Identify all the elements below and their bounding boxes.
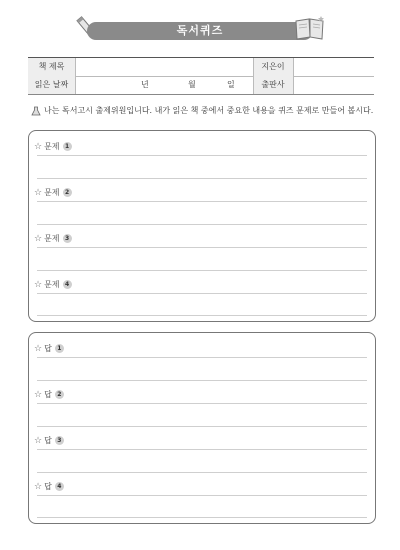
flask-icon [31, 106, 41, 116]
answer-label: 답 [44, 344, 52, 353]
writing-line[interactable] [37, 270, 367, 271]
answer-label: 답 [44, 436, 52, 445]
info-row-date [28, 76, 374, 94]
question-label: 문제 [44, 280, 60, 289]
author-label: 지은이 [253, 58, 293, 76]
writing-line[interactable] [37, 357, 367, 358]
read-date-label: 읽은 날짜 [28, 76, 75, 94]
writing-line[interactable] [37, 517, 367, 518]
answer-item [29, 337, 375, 383]
answer-label: 답 [44, 390, 52, 399]
answer-item [29, 383, 375, 429]
answer-number: 1 [55, 344, 64, 353]
divider [293, 58, 294, 94]
writing-line[interactable] [37, 293, 367, 294]
book-title-label: 책 제목 [28, 58, 75, 76]
divider [253, 58, 254, 94]
writing-line[interactable] [37, 201, 367, 202]
star-icon: ☆ [34, 234, 43, 244]
question-label: 문제 [44, 234, 60, 243]
writing-line[interactable] [37, 426, 367, 427]
question-item [29, 273, 375, 319]
star-icon: ☆ [34, 188, 43, 198]
question-number: 3 [63, 234, 72, 243]
writing-line[interactable] [37, 247, 367, 248]
star-icon: ☆ [34, 142, 43, 152]
question-item [29, 227, 375, 273]
writing-line[interactable] [37, 155, 367, 156]
star-icon: ☆ [34, 344, 43, 354]
date-day: 일 [227, 80, 235, 89]
info-row-title [28, 58, 374, 77]
answer-number: 2 [55, 390, 64, 399]
questions-box [28, 130, 376, 322]
star-icon: ☆ [34, 482, 43, 492]
answer-number: 4 [55, 482, 64, 491]
answers-box [28, 332, 376, 524]
question-number: 4 [63, 280, 72, 289]
page-title: 독서퀴즈 [176, 24, 224, 37]
publisher-label: 출판사 [253, 76, 293, 94]
writing-line[interactable] [37, 178, 367, 179]
question-number: 1 [63, 142, 72, 151]
writing-line[interactable] [37, 224, 367, 225]
question-item [29, 181, 375, 227]
question-label: 문제 [44, 142, 60, 151]
writing-line[interactable] [37, 315, 367, 316]
writing-line[interactable] [37, 449, 367, 450]
question-label: 문제 [44, 188, 60, 197]
writing-line[interactable] [37, 403, 367, 404]
date-year: 년 [141, 80, 149, 89]
star-icon: ☆ [34, 280, 43, 290]
book-icon [293, 15, 327, 41]
question-item [29, 135, 375, 181]
answer-item [29, 475, 375, 521]
writing-line[interactable] [37, 380, 367, 381]
book-info-table [28, 57, 374, 95]
star-icon: ☆ [34, 390, 43, 400]
divider [75, 58, 76, 94]
answer-number: 3 [55, 436, 64, 445]
answer-item [29, 429, 375, 475]
question-number: 2 [63, 188, 72, 197]
date-month: 월 [188, 80, 196, 89]
star-icon: ☆ [34, 436, 43, 446]
title-banner [87, 22, 313, 40]
writing-line[interactable] [37, 495, 367, 496]
instruction-text: 나는 독서고시 출제위원입니다. 내가 읽은 책 중에서 중요한 내용을 퀴즈 문제로 만들어 봅시다. [44, 106, 374, 115]
writing-line[interactable] [37, 472, 367, 473]
answer-label: 답 [44, 482, 52, 491]
